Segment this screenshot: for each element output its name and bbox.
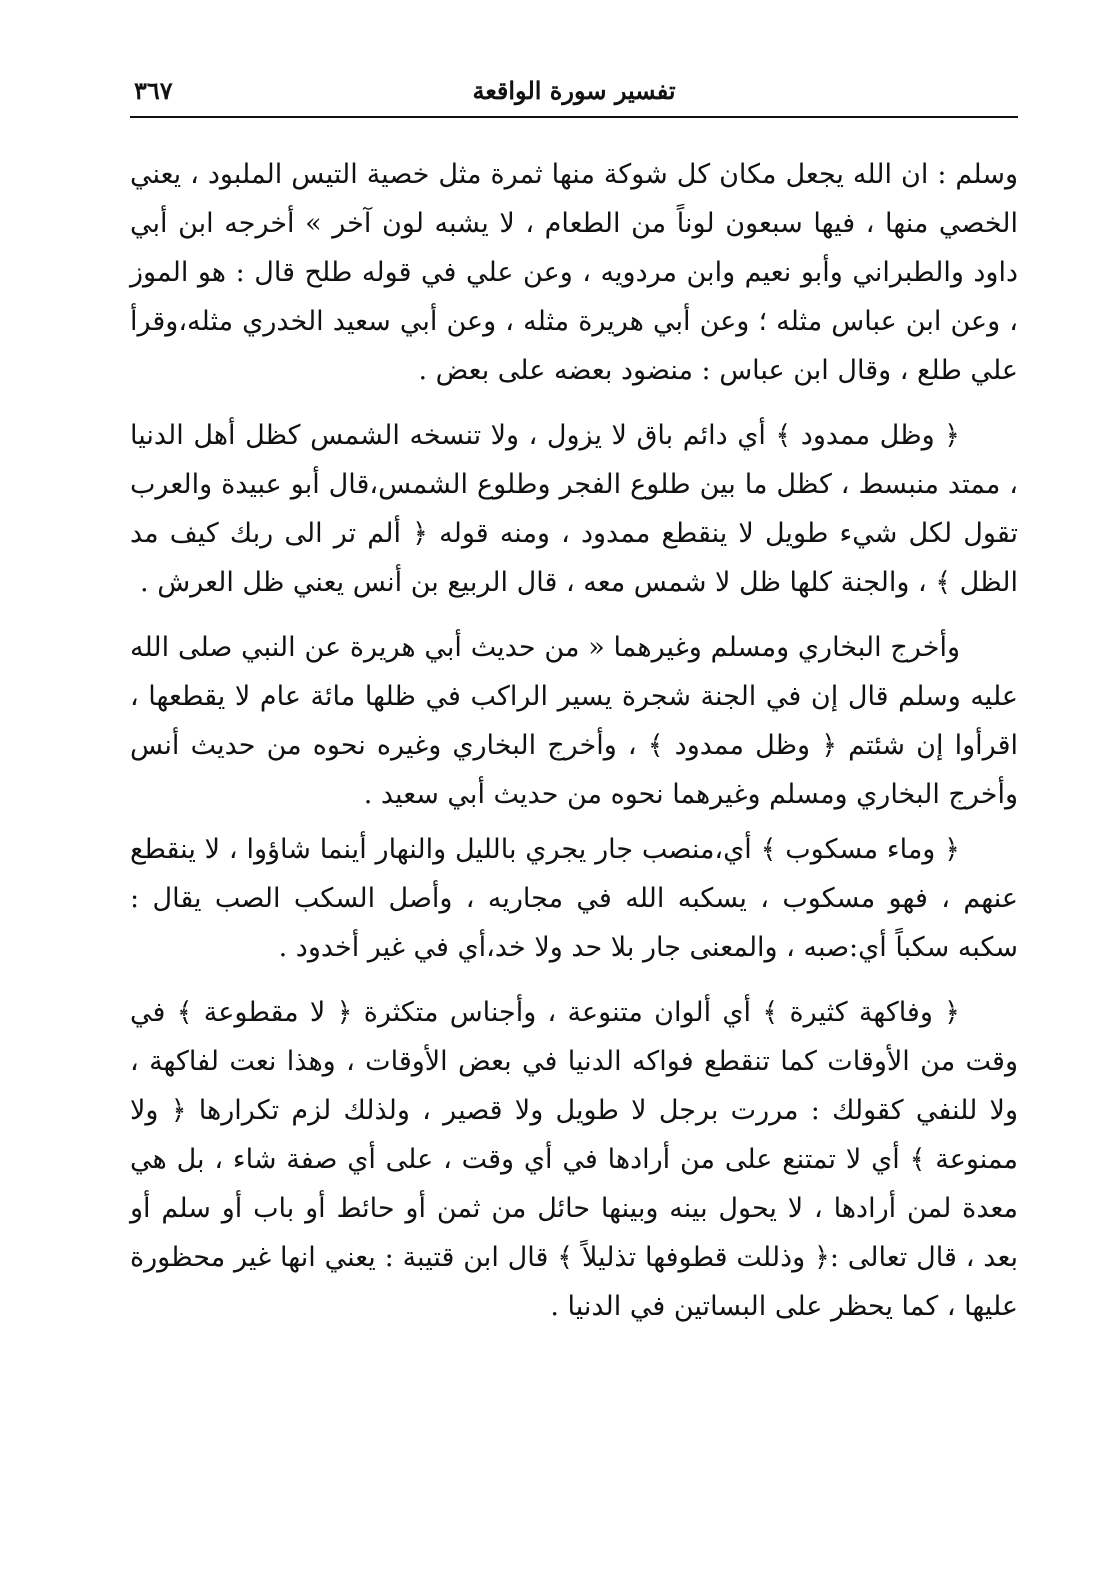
running-header: [130, 76, 1018, 116]
paragraph: ﴿ وماء مسكوب ﴾ أي،منصب جار يجري بالليل والنهار أينما شاؤوا ، لا ينقطع عنهم ، فهو مسكوب ، يسكبه الله في مجاريه ، وأصل السكب الصب يقال : سكبه سكباً أي:صبه ، والمعنى جار بلا حد ولا خد،أي في غير أخدود .: [130, 834, 1018, 963]
paragraph: وسلم : ان الله يجعل مكان كل شوكة منها ثمرة مثل خصية التيس الملبود ، يعني الخصي منها ، فيها سبعون لوناً من الطعام ، لا يشبه لون آخر » أخرجه ابن أبي داود والطبراني وأبو نعيم وابن مردويه ، وعن علي في قوله طلح قال : هو الموز ، وعن ابن عباس مثله ؛ وعن أبي هريرة مثله ، وعن أبي سعيد الخدري مثله،وقرأ علي طلع ، وقال ابن عباس : منضود بعضه على بعض .: [130, 159, 1018, 386]
paragraph: ﴿ وظل ممدود ﴾ أي دائم باق لا يزول ، ولا تنسخه الشمس كظل أهل الدنيا ، ممتد منبسط ، كظل ما بين طلوع الفجر وطلوع الشمس،قال أبو عبيدة والعرب تقول لكل شيء طويل لا ينقطع ممدود ، ومنه قوله ﴿ ألم تر الى ربك كيف مد الظل ﴾ ، والجنة كلها ظل لا شمس معه ، قال الربيع بن أنس يعني ظل العرش .: [130, 420, 1018, 598]
book-page: [130, 0, 1018, 1572]
header-divider: [130, 116, 1018, 118]
paragraph: وأخرج البخاري ومسلم وغيرهما « من حديث أبي هريرة عن النبي صلى الله عليه وسلم قال إن في الجنة شجرة يسير الراكب في ظلها مائة عام لا يقطعها ، اقرأوا إن شئتم ﴿ وظل ممدود ﴾ ، وأخرج البخاري وغيره نحوه من حديث أنس وأخرج البخاري ومسلم وغيرهما نحوه من حديث أبي سعيد .: [130, 632, 1019, 810]
chapter-title: تفسير سورة الواقعة: [472, 76, 676, 105]
body-text: [130, 150, 1018, 1347]
page-number: ٣٦٧: [134, 76, 173, 105]
paragraph: ﴿ وفاكهة كثيرة ﴾ أي ألوان متنوعة ، وأجناس متكثرة ﴿ لا مقطوعة ﴾ في وقت من الأوقات كما تنقطع فواكه الدنيا في بعض الأوقات ، وهذا نعت لفاكهة ، ولا للنفي كقولك : مررت برجل لا طويل ولا قصير ، ولذلك لزم تكرارها ﴿ ولا ممنوعة ﴾ أي لا تمتنع على من أرادها في أي وقت ، على أي صفة شاء ، بل هي معدة لمن أرادها ، لا يحول بينه وبينها حائل من ثمن أو حائط أو باب أو سلم أو بعد ، قال تعالى :﴿ وذللت قطوفها تذليلاً ﴾ قال ابن قتيبة : يعني انها غير محظورة عليها ، كما يحظر على البساتين في الدنيا .: [130, 997, 1018, 1322]
